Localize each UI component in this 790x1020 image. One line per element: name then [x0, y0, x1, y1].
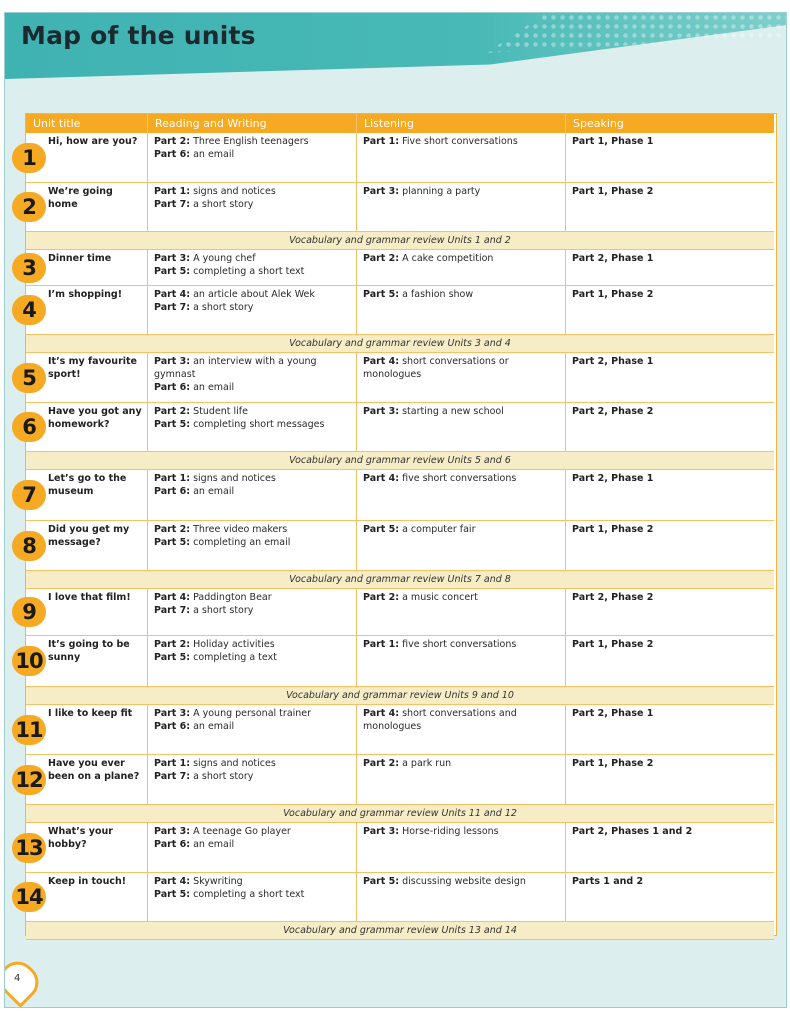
part-label: Part 6: — [154, 381, 191, 393]
part-text: A teenage Go player — [193, 826, 291, 837]
part-line — [154, 721, 350, 734]
part-line — [154, 826, 350, 839]
part-text: completing a short text — [193, 265, 305, 277]
listening-cell — [356, 133, 565, 183]
unit-number-badge: 10 — [12, 646, 46, 676]
unit-title: What’s your hobby? — [48, 826, 113, 850]
speaking-text: Part 2, Phase 2 — [572, 406, 654, 417]
part-text: an email — [193, 838, 235, 850]
part-label: Part 7: — [154, 198, 191, 210]
speaking-text: Part 1, Phase 2 — [572, 186, 654, 197]
part-line — [154, 149, 350, 162]
part-text: discussing website design — [402, 876, 526, 887]
part-text: a computer fair — [402, 524, 476, 535]
unit-number-badge: 5 — [12, 363, 46, 393]
reading-writing-cell — [147, 403, 356, 452]
part-line — [154, 708, 350, 721]
part-text: A young personal trainer — [193, 708, 312, 719]
unit-number-badge: 4 — [12, 295, 46, 325]
part-text: an email — [193, 720, 235, 732]
part-line — [154, 419, 350, 432]
part-label: Part 6: — [154, 148, 191, 160]
part-label: Part 1: — [363, 639, 400, 650]
part-label: Part 7: — [154, 604, 191, 616]
part-line — [154, 406, 350, 419]
unit-title-cell — [15, 755, 147, 805]
part-line — [154, 253, 350, 266]
unit-title-cell — [22, 403, 147, 452]
reading-writing-cell — [147, 873, 356, 922]
unit-title-cell — [22, 286, 147, 335]
speaking-text: Part 2, Phase 1 — [572, 473, 654, 484]
part-line — [154, 592, 350, 605]
part-text: Student life — [193, 406, 248, 417]
listening-cell — [356, 183, 565, 232]
listening-cell — [356, 286, 565, 335]
unit-number-badge: 14 — [12, 882, 46, 912]
part-text: an email — [193, 381, 235, 393]
part-label: Part 7: — [154, 301, 191, 313]
reading-writing-cell — [147, 823, 356, 873]
page-number: 4 — [14, 973, 21, 984]
part-line — [154, 302, 350, 315]
part-line — [363, 473, 559, 486]
unit-title: We’re going home — [48, 186, 113, 210]
unit-title-cell — [15, 823, 147, 873]
speaking-cell — [565, 250, 774, 286]
speaking-text: Part 1, Phase 2 — [572, 289, 654, 300]
part-text: a short story — [193, 770, 254, 782]
review-row: Vocabulary and grammar review Units 11 and 12 — [26, 805, 774, 823]
speaking-text: Part 1, Phase 2 — [572, 639, 654, 650]
part-label: Part 1: — [154, 186, 191, 197]
speaking-text: Part 2, Phase 2 — [572, 592, 654, 603]
part-line — [154, 605, 350, 618]
part-label: Part 5: — [154, 536, 191, 548]
listening-cell — [356, 873, 565, 922]
unit-title: Have you got any homework? — [48, 406, 142, 430]
header-speaking: Speaking — [565, 114, 774, 133]
part-text: completing an email — [193, 536, 291, 548]
unit-number-badge: 8 — [12, 531, 46, 561]
review-row: Vocabulary and grammar review Units 13 and 14 — [26, 922, 774, 940]
part-label: Part 3: — [363, 826, 400, 837]
review-row: Vocabulary and grammar review Units 3 and 4 — [26, 335, 774, 353]
listening-cell — [356, 755, 565, 805]
speaking-text: Part 2, Phases 1 and 2 — [572, 826, 693, 837]
reading-writing-cell — [147, 521, 356, 571]
part-label: Part 2: — [363, 758, 400, 769]
unit-number-badge: 13 — [12, 833, 46, 863]
part-line — [154, 524, 350, 537]
part-text: A young chef — [193, 253, 256, 264]
unit-title: I like to keep fit — [48, 708, 133, 719]
part-line — [363, 253, 559, 266]
part-label: Part 4: — [363, 708, 400, 719]
reading-writing-cell — [147, 589, 356, 636]
reading-writing-cell — [147, 133, 356, 183]
part-line — [154, 839, 350, 852]
part-label: Part 5: — [154, 651, 191, 663]
part-text: Skywriting — [193, 876, 243, 887]
part-text: five short conversations — [402, 639, 517, 650]
unit-title: It’s going to be sunny — [48, 639, 130, 663]
part-label: Part 5: — [363, 876, 400, 887]
unit-number-badge: 3 — [12, 253, 46, 283]
part-line — [363, 708, 559, 734]
part-text: an email — [193, 148, 235, 160]
part-label: Part 1: — [154, 473, 191, 484]
part-text: Paddington Bear — [193, 592, 272, 603]
header-reading-writing: Reading and Writing — [147, 114, 356, 133]
part-line — [363, 406, 559, 419]
part-line — [154, 889, 350, 902]
part-label: Part 6: — [154, 720, 191, 732]
unit-number-badge: 12 — [12, 765, 46, 795]
units-table — [15, 113, 777, 936]
part-label: Part 2: — [363, 592, 400, 603]
part-line — [363, 826, 559, 839]
part-label: Part 4: — [154, 592, 191, 603]
unit-title-cell — [22, 470, 147, 521]
unit-title: It’s my favourite sport! — [48, 356, 137, 380]
speaking-text: Part 1, Phase 1 — [572, 136, 654, 147]
part-label: Part 3: — [154, 253, 191, 264]
part-text: completing short messages — [193, 418, 325, 430]
part-label: Part 6: — [154, 485, 191, 497]
reading-writing-cell — [147, 353, 356, 403]
listening-cell — [356, 589, 565, 636]
part-text: Holiday activities — [193, 639, 275, 650]
part-label: Part 1: — [363, 136, 400, 147]
part-text: Five short conversations — [402, 136, 518, 147]
unit-number-badge: 1 — [12, 143, 46, 173]
unit-title-cell — [22, 183, 147, 232]
speaking-text: Part 1, Phase 2 — [572, 524, 654, 535]
part-label: Part 3: — [363, 406, 400, 417]
part-line — [154, 771, 350, 784]
part-line — [154, 639, 350, 652]
part-line — [154, 876, 350, 889]
part-label: Part 5: — [363, 289, 400, 300]
part-text: an article about Alek Wek — [193, 289, 315, 300]
part-line — [363, 639, 559, 652]
unit-title-cell — [22, 589, 147, 636]
part-line — [154, 652, 350, 665]
listening-cell — [356, 250, 565, 286]
speaking-cell — [565, 636, 774, 687]
unit-number-badge: 11 — [12, 715, 46, 745]
part-text: completing a short text — [193, 888, 305, 900]
unit-title: Let’s go to the museum — [48, 473, 127, 497]
part-text: short conversations and monologues — [363, 708, 517, 732]
part-text: a park run — [402, 758, 452, 769]
part-line — [363, 592, 559, 605]
header-unit-title: Unit title — [26, 114, 147, 133]
part-text: Three English teenagers — [193, 136, 309, 147]
unit-number-badge: 6 — [12, 412, 46, 442]
part-label: Part 3: — [154, 708, 191, 719]
speaking-cell — [565, 755, 774, 805]
speaking-text: Part 2, Phase 1 — [572, 253, 654, 264]
part-label: Part 4: — [154, 876, 191, 887]
page — [4, 12, 787, 1008]
part-label: Part 3: — [154, 356, 191, 367]
listening-cell — [356, 521, 565, 571]
part-text: A cake competition — [402, 253, 494, 264]
part-line — [363, 524, 559, 537]
part-label: Part 2: — [154, 524, 191, 535]
listening-cell — [356, 353, 565, 403]
part-label: Part 2: — [154, 406, 191, 417]
part-text: a short story — [193, 198, 254, 210]
speaking-text: Part 2, Phase 1 — [572, 708, 654, 719]
unit-title-cell — [22, 353, 147, 403]
unit-title: Have you ever been on a plane? — [48, 758, 140, 782]
part-line — [154, 486, 350, 499]
unit-title: I’m shopping! — [48, 289, 123, 300]
speaking-cell — [565, 823, 774, 873]
part-text: a music concert — [402, 592, 478, 603]
reading-writing-cell — [147, 470, 356, 521]
header-listening: Listening — [356, 114, 565, 133]
unit-title: Hi, how are you? — [48, 136, 138, 147]
part-line — [154, 186, 350, 199]
part-text: short conversations or monologues — [363, 356, 509, 380]
part-text: starting a new school — [402, 406, 504, 417]
part-label: Part 2: — [154, 639, 191, 650]
part-line — [363, 876, 559, 889]
speaking-cell — [565, 133, 774, 183]
unit-number-badge: 7 — [12, 480, 46, 510]
speaking-text: Part 2, Phase 1 — [572, 356, 654, 367]
part-label: Part 3: — [363, 186, 400, 197]
unit-title: I love that film! — [48, 592, 131, 603]
page-title: Map of the units — [21, 21, 256, 50]
part-label: Part 2: — [154, 136, 191, 147]
part-line — [363, 356, 559, 382]
speaking-cell — [565, 286, 774, 335]
part-text: signs and notices — [193, 473, 276, 484]
part-label: Part 5: — [154, 418, 191, 430]
review-row: Vocabulary and grammar review Units 5 and 6 — [26, 452, 774, 470]
part-label: Part 1: — [154, 758, 191, 769]
listening-cell — [356, 470, 565, 521]
part-line — [154, 199, 350, 212]
speaking-cell — [565, 403, 774, 452]
reading-writing-cell — [147, 183, 356, 232]
reading-writing-cell — [147, 286, 356, 335]
part-label: Part 5: — [363, 524, 400, 535]
part-label: Part 5: — [154, 265, 191, 277]
part-line — [154, 537, 350, 550]
part-line — [363, 289, 559, 302]
unit-number-badge: 9 — [12, 597, 46, 627]
part-line — [154, 473, 350, 486]
listening-cell — [356, 705, 565, 755]
listening-cell — [356, 823, 565, 873]
part-line — [154, 136, 350, 149]
listening-cell — [356, 403, 565, 452]
part-text: a short story — [193, 301, 254, 313]
part-text: completing a text — [193, 651, 277, 663]
unit-title-cell — [22, 250, 147, 286]
reading-writing-cell — [147, 636, 356, 687]
unit-title-cell — [22, 133, 147, 183]
unit-title-cell — [15, 873, 147, 922]
part-label: Part 2: — [363, 253, 400, 264]
speaking-cell — [565, 183, 774, 232]
part-text: Three video makers — [193, 524, 288, 535]
page-number-badge — [4, 954, 46, 1008]
part-text: five short conversations — [402, 473, 517, 484]
review-row: Vocabulary and grammar review Units 9 and 10 — [26, 687, 774, 705]
speaking-cell — [565, 521, 774, 571]
reading-writing-cell — [147, 755, 356, 805]
part-text: signs and notices — [193, 186, 276, 197]
speaking-text: Parts 1 and 2 — [572, 876, 644, 887]
reading-writing-cell — [147, 705, 356, 755]
part-line — [154, 289, 350, 302]
part-label: Part 7: — [154, 770, 191, 782]
part-line — [363, 186, 559, 199]
part-text: a short story — [193, 604, 254, 616]
speaking-text: Part 1, Phase 2 — [572, 758, 654, 769]
part-label: Part 5: — [154, 888, 191, 900]
part-line — [154, 356, 350, 382]
unit-title-cell — [15, 636, 147, 687]
part-text: an interview with a young gymnast — [154, 356, 317, 380]
part-text: Horse-riding lessons — [402, 826, 499, 837]
review-row: Vocabulary and grammar review Units 1 and 2 — [26, 232, 774, 250]
part-text: signs and notices — [193, 758, 276, 769]
listening-cell — [356, 636, 565, 687]
part-label: Part 3: — [154, 826, 191, 837]
part-label: Part 4: — [363, 473, 400, 484]
part-line — [363, 758, 559, 771]
reading-writing-cell — [147, 250, 356, 286]
speaking-cell — [565, 353, 774, 403]
speaking-cell — [565, 873, 774, 922]
part-text: a fashion show — [402, 289, 474, 300]
unit-title: Keep in touch! — [48, 876, 127, 887]
part-text: an email — [193, 485, 235, 497]
unit-title-cell — [22, 521, 147, 571]
part-label: Part 4: — [154, 289, 191, 300]
part-line — [154, 266, 350, 279]
unit-title-cell — [15, 705, 147, 755]
speaking-cell — [565, 589, 774, 636]
part-line — [363, 136, 559, 149]
speaking-cell — [565, 470, 774, 521]
part-text: planning a party — [402, 186, 481, 197]
part-line — [154, 382, 350, 395]
unit-title: Dinner time — [48, 253, 112, 264]
part-label: Part 6: — [154, 838, 191, 850]
part-label: Part 4: — [363, 356, 400, 367]
speaking-cell — [565, 705, 774, 755]
part-line — [154, 758, 350, 771]
unit-number-badge: 2 — [12, 192, 46, 222]
review-row: Vocabulary and grammar review Units 7 and 8 — [26, 571, 774, 589]
unit-title: Did you get my message? — [48, 524, 130, 548]
